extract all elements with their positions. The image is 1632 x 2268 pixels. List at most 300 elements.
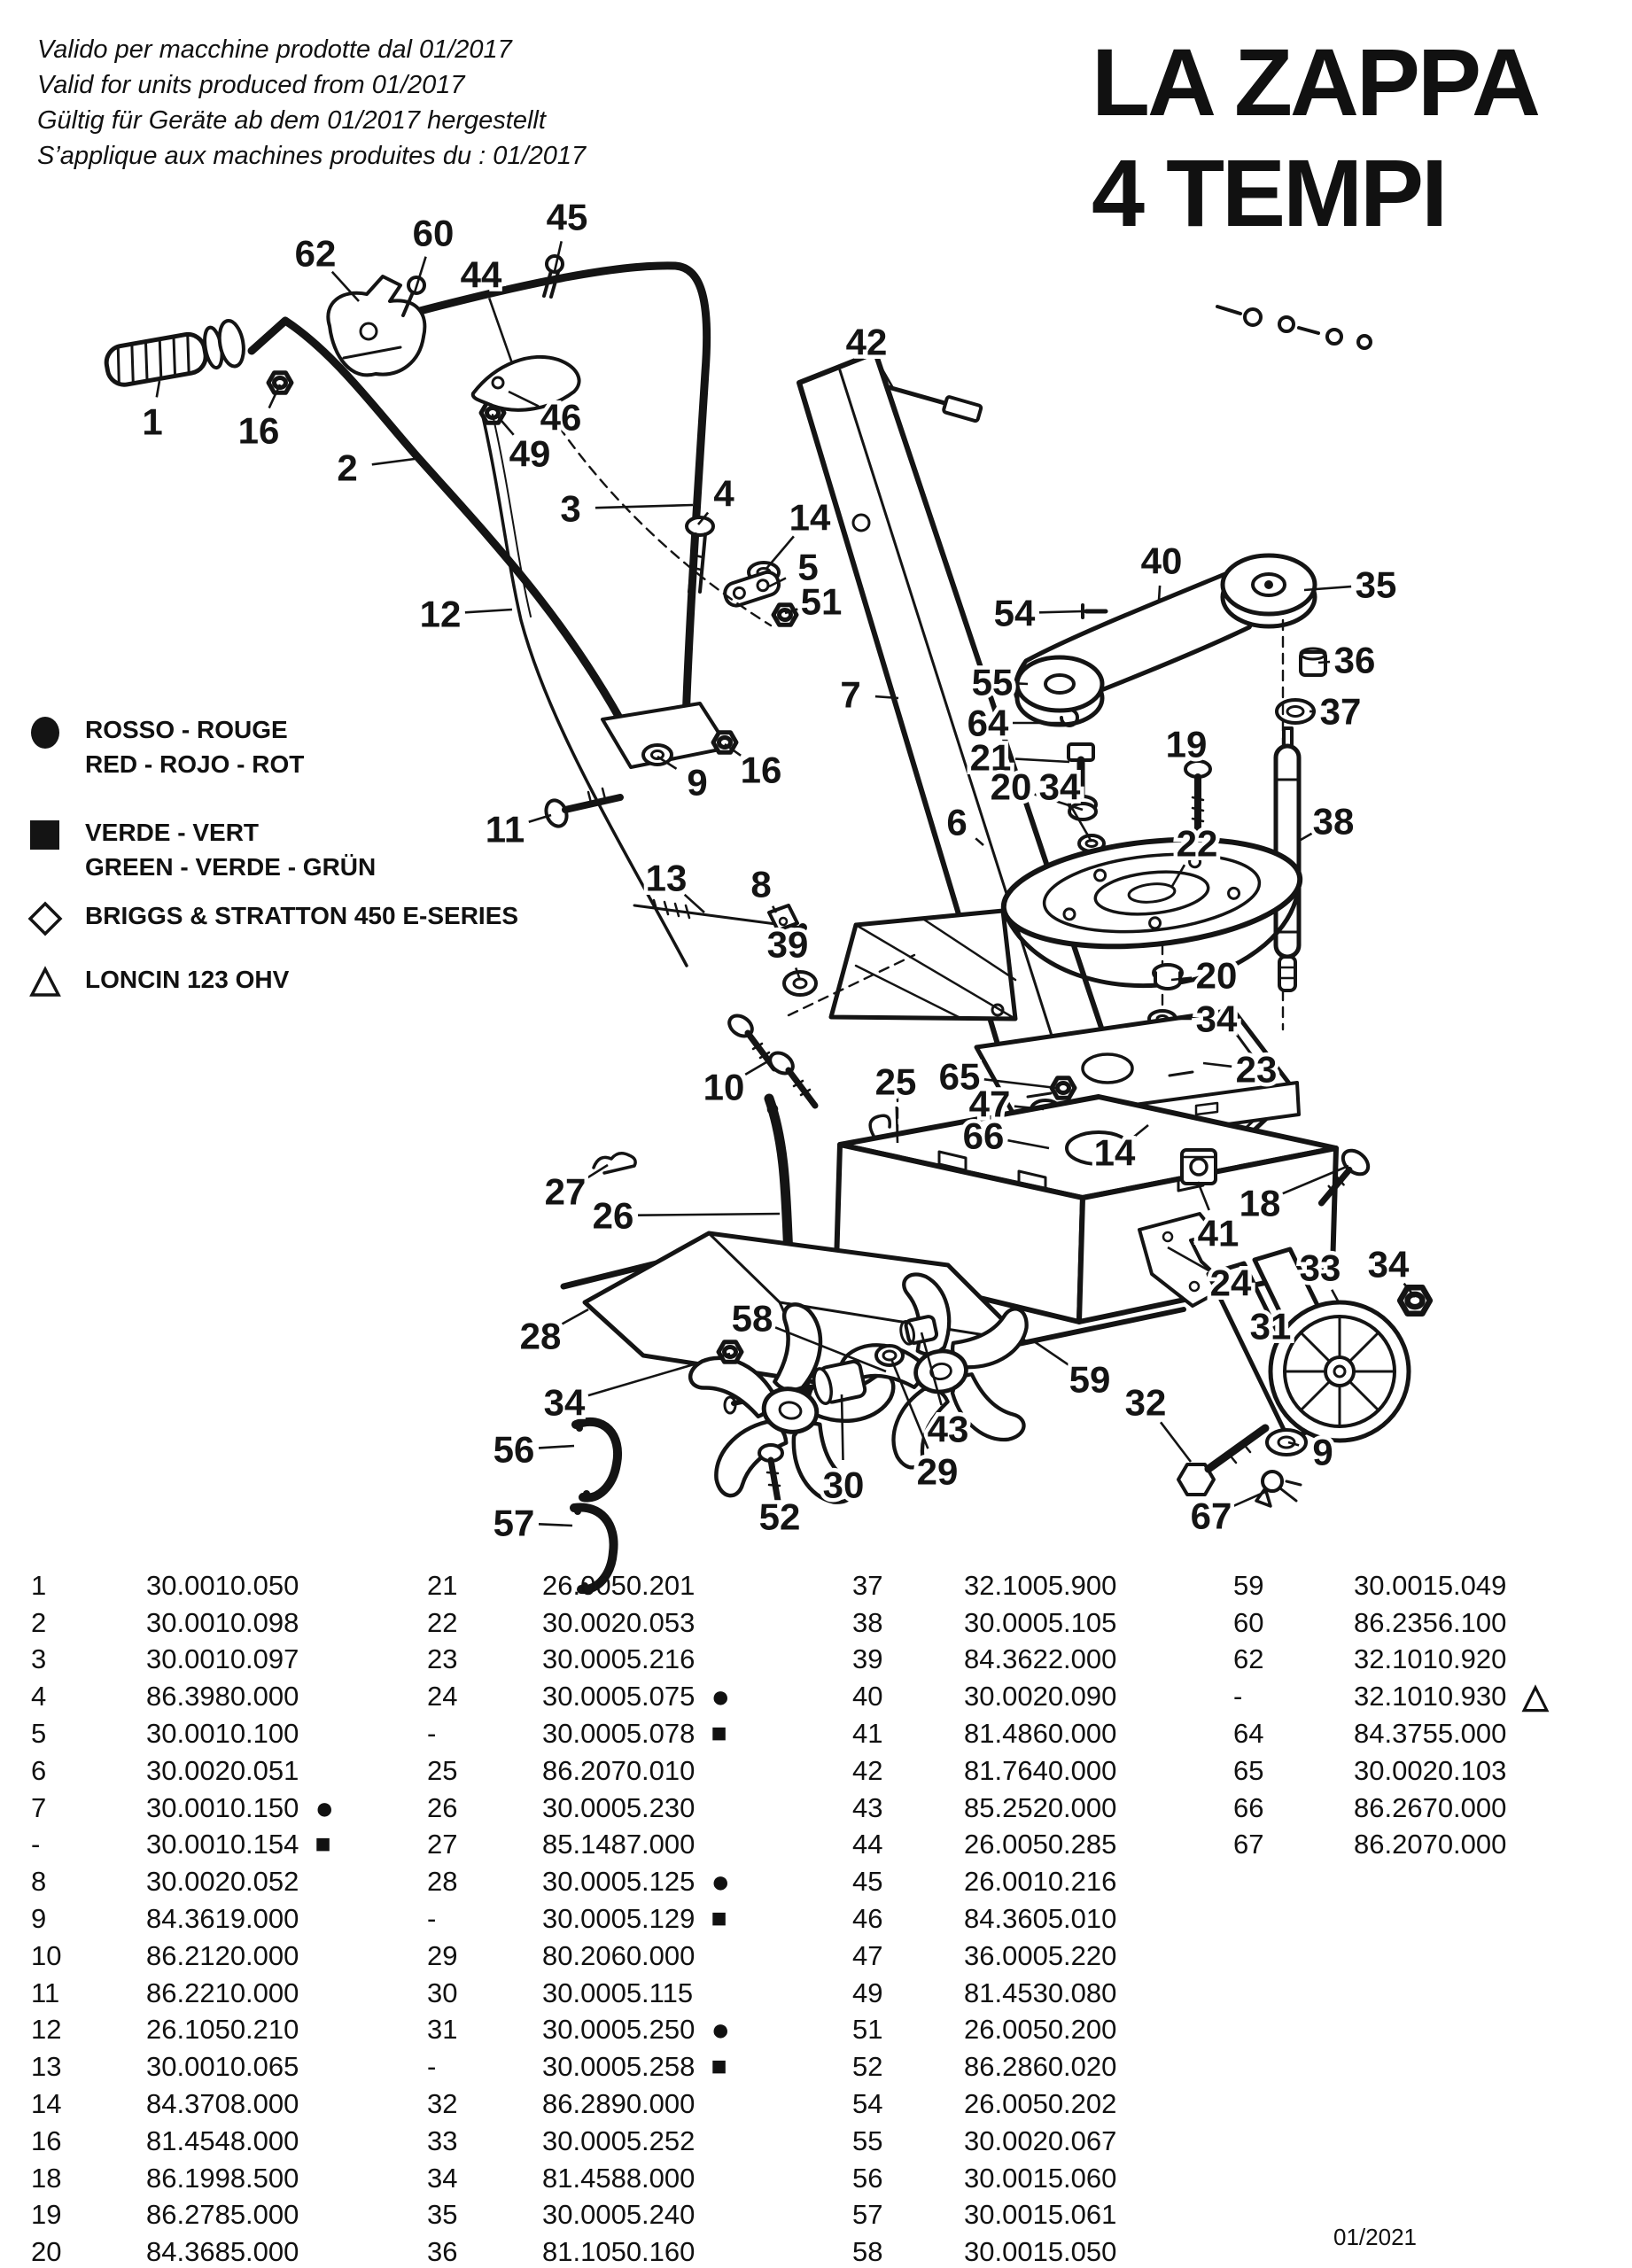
table-row	[1221, 1752, 1549, 1790]
table-row	[415, 1715, 730, 1752]
part-ref: 42	[852, 1754, 883, 1786]
part-callout-37	[1309, 691, 1361, 733]
part-code: 30.0020.103	[1354, 1754, 1507, 1786]
part-ref: 24	[427, 1681, 458, 1713]
validity-line-it: Valido per macchine prodotte dal 01/2017	[37, 35, 512, 64]
part-code: 30.0005.252	[542, 2124, 696, 2156]
table-row	[840, 2012, 1116, 2049]
callout-leader-line	[897, 1107, 898, 1143]
drawing-shape	[1245, 309, 1261, 325]
part-ref: 11	[31, 1977, 60, 2008]
part-code: 86.2785.000	[146, 2199, 299, 2231]
callout-number: 56	[493, 1428, 535, 1471]
part-callout-56	[493, 1429, 574, 1471]
part-ref: 45	[852, 1866, 883, 1898]
part-code: 84.3708.000	[146, 2088, 299, 2120]
table-row	[840, 1604, 1116, 1642]
model-title-line-1: LA ZAPPA	[1092, 28, 1538, 136]
part-code: 32.1010.920	[1354, 1643, 1507, 1675]
callout-number: 22	[1176, 822, 1218, 865]
table-row	[19, 1827, 334, 1864]
table-row	[415, 2160, 730, 2197]
table-row	[415, 2233, 730, 2268]
validity-line-en: Valid for units produced from 01/2017	[37, 71, 465, 99]
part-callout-2	[337, 447, 415, 489]
table-row	[19, 1752, 334, 1790]
table-row	[840, 2085, 1116, 2123]
table-row	[415, 1567, 730, 1604]
drawing-shape	[1182, 1150, 1216, 1184]
callout-number: 26	[592, 1194, 634, 1237]
part-code: 30.0010.097	[146, 1643, 299, 1675]
callout-number: 5	[797, 546, 819, 588]
callout-number: 27	[544, 1170, 587, 1213]
table-row	[415, 1900, 730, 1938]
part-callout-28	[520, 1309, 588, 1357]
table-row	[840, 2233, 1116, 2268]
drawing-shape	[1299, 328, 1318, 333]
part-ref: 2	[31, 1606, 47, 1638]
callout-number: 35	[1355, 563, 1397, 606]
square-mark-icon: ■	[711, 2052, 727, 2082]
table-row	[840, 2123, 1116, 2160]
callout-leader-line	[1015, 759, 1069, 762]
table-row	[415, 1863, 730, 1900]
part-code: 30.0010.098	[146, 1606, 299, 1638]
callout-number: 34	[543, 1381, 586, 1424]
part-callout-12	[420, 594, 512, 635]
part-code: 30.0015.060	[964, 2162, 1117, 2194]
part-ref: 38	[852, 1606, 883, 1638]
part-ref: 21	[427, 1569, 458, 1601]
part-code: 30.0005.078	[542, 1718, 696, 1750]
table-row	[1221, 1827, 1549, 1864]
callout-leader-line	[745, 1060, 771, 1075]
washer-9b	[1267, 1430, 1306, 1455]
drawing-shape	[565, 797, 620, 810]
part-ref: 51	[852, 2014, 883, 2046]
part-ref: 29	[427, 1939, 458, 1971]
table-row	[415, 1642, 730, 1679]
legend-line: ROSSO - ROUGE	[85, 716, 288, 743]
mount-bracket	[831, 911, 1015, 1019]
part-callout-26	[593, 1195, 780, 1237]
legend-line: RED - ROJO - ROT	[85, 750, 305, 778]
drawing-shape	[574, 1508, 581, 1515]
bolt-32	[1178, 1428, 1265, 1495]
table-row	[840, 1567, 1116, 1604]
drawing-shape	[1279, 317, 1294, 331]
bolt-19	[1185, 761, 1210, 829]
callout-number: 9	[687, 761, 708, 804]
bolt-52	[759, 1445, 782, 1501]
revision-date: 01/2021	[1333, 2224, 1417, 2250]
callout-number: 59	[1069, 1358, 1111, 1401]
part-ref: 7	[31, 1791, 47, 1823]
callout-number: 31	[1249, 1305, 1292, 1348]
part-callout-67	[1191, 1492, 1265, 1537]
part-code: 30.0005.216	[542, 1643, 696, 1675]
part-ref: 46	[852, 1903, 883, 1935]
part-ref: 41	[852, 1718, 883, 1750]
parts-table-column-3	[840, 1567, 1116, 2268]
part-ref: 19	[31, 2199, 62, 2231]
part-code: 30.0020.051	[146, 1754, 299, 1786]
table-row	[19, 2085, 334, 2123]
part-ref: 4	[31, 1681, 47, 1713]
part-code: 80.2060.000	[542, 1939, 696, 1971]
part-code: 81.4588.000	[542, 2162, 696, 2194]
part-ref: 60	[1233, 1606, 1264, 1638]
part-ref: 66	[1233, 1791, 1264, 1823]
part-callout-54	[994, 593, 1083, 634]
part-ref: 64	[1233, 1718, 1264, 1750]
callout-leader-line	[842, 1394, 843, 1460]
part-ref: -	[427, 1718, 437, 1750]
callout-leader-line	[563, 1309, 589, 1324]
table-row	[415, 2085, 730, 2123]
circle-mark-icon: ●	[711, 2011, 731, 2048]
part-callout-1	[142, 381, 162, 443]
table-row	[840, 1938, 1116, 1975]
part-code: 81.1050.160	[542, 2236, 696, 2268]
callout-leader-line	[539, 1446, 574, 1448]
transport-wheel-33	[1271, 1302, 1409, 1441]
drawing-shape	[876, 1346, 903, 1365]
part-code: 30.0005.240	[542, 2199, 696, 2231]
nut-34d	[719, 1342, 742, 1363]
drawing-shape	[1264, 580, 1273, 589]
pin-54	[1083, 605, 1106, 617]
drawing-shape	[1325, 1357, 1354, 1386]
table-row	[1221, 1567, 1549, 1604]
drawing-shape	[905, 1316, 937, 1344]
part-ref: 55	[852, 2124, 883, 2156]
table-row	[1221, 1715, 1549, 1752]
callout-number: 45	[546, 196, 588, 238]
callout-number: 37	[1319, 690, 1362, 733]
callout-number: 65	[938, 1055, 981, 1098]
part-ref: 1	[31, 1569, 47, 1601]
cable-clamp-5	[722, 570, 781, 609]
part-ref: -	[1233, 1681, 1243, 1713]
callout-leader-line	[1017, 683, 1028, 684]
part-ref: 3	[31, 1643, 47, 1675]
callout-number: 23	[1235, 1048, 1278, 1091]
table-row	[415, 2012, 730, 2049]
callout-leader-line	[157, 381, 159, 397]
part-ref: 56	[852, 2162, 883, 2194]
part-ref: 59	[1233, 1569, 1264, 1601]
table-row	[1221, 1642, 1549, 1679]
callout-number: 19	[1165, 723, 1208, 765]
part-code: 86.2356.100	[1354, 1606, 1507, 1638]
table-row	[19, 1567, 334, 1604]
legend-line: BRIGGS & STRATTON 450 E-SERIES	[85, 902, 519, 929]
part-code: 84.3622.000	[964, 1643, 1117, 1675]
nut-34c	[1400, 1287, 1430, 1313]
table-row	[840, 1790, 1116, 1827]
table-row	[19, 1642, 334, 1679]
callout-number: 25	[874, 1060, 917, 1103]
part-callout-62	[295, 233, 359, 302]
callout-number: 64	[967, 702, 1009, 744]
part-ref: 62	[1233, 1643, 1264, 1675]
callout-number: 16	[740, 749, 782, 791]
callout-leader-line	[1161, 1422, 1191, 1462]
part-code: 30.0005.115	[542, 1977, 694, 2008]
part-callout-60	[413, 213, 455, 293]
fitting-67	[1256, 1472, 1301, 1506]
nut-16	[268, 373, 291, 393]
callout-number: 34	[1195, 998, 1238, 1040]
part-ref: 32	[427, 2088, 458, 2120]
table-row	[840, 1752, 1116, 1790]
table-row	[415, 2123, 730, 2160]
table-row	[840, 2197, 1116, 2234]
part-ref: 33	[427, 2124, 458, 2156]
table-row	[840, 1900, 1116, 1938]
callout-number: 57	[493, 1502, 535, 1544]
table-row	[840, 1642, 1116, 1679]
callout-number: 20	[1195, 954, 1238, 997]
callout-leader-line	[489, 298, 512, 363]
drawing-shape	[1279, 957, 1295, 990]
callout-number: 39	[766, 923, 809, 966]
drawing-shape	[943, 396, 981, 421]
callout-number: 9	[1312, 1431, 1333, 1473]
table-row	[19, 2233, 334, 2268]
part-ref: 44	[852, 1829, 883, 1860]
table-row	[19, 2123, 334, 2160]
part-code: 32.1005.900	[964, 1569, 1117, 1601]
part-ref: 54	[852, 2088, 883, 2120]
callout-number: 43	[927, 1408, 969, 1450]
part-callout-16	[725, 744, 781, 791]
part-code: 26.1050.210	[146, 2014, 299, 2046]
callout-number: 42	[845, 321, 888, 363]
callout-number: 60	[412, 212, 455, 254]
part-callout-44	[461, 254, 512, 364]
callout-number: 52	[758, 1495, 801, 1538]
parts-table-column-4	[1221, 1567, 1549, 1863]
part-callout-40	[1141, 540, 1183, 602]
circle-mark-icon: ●	[711, 1863, 731, 1900]
drawing-shape	[1017, 657, 1102, 711]
part-code: 26.0050.201	[542, 1569, 696, 1601]
part-ref: 22	[427, 1606, 458, 1638]
table-row	[1221, 1790, 1549, 1827]
part-code: 86.2070.010	[542, 1754, 696, 1786]
part-code: 30.0005.105	[964, 1606, 1117, 1638]
table-row	[840, 1678, 1116, 1715]
drawing-shape	[1217, 307, 1240, 314]
part-callout-11	[486, 809, 551, 850]
part-code: 30.0010.150	[146, 1791, 299, 1823]
table-row	[19, 1900, 334, 1938]
callout-number: 10	[703, 1066, 745, 1108]
drawing-shape	[1284, 728, 1292, 746]
part-ref: 6	[31, 1754, 47, 1786]
part-code: 84.3605.010	[964, 1903, 1117, 1935]
drawing-shape	[1327, 330, 1341, 344]
drawing-shape	[722, 570, 781, 609]
part-ref: 5	[31, 1718, 47, 1750]
callout-number: 67	[1190, 1495, 1232, 1537]
part-ref: 20	[31, 2236, 62, 2268]
part-ref: 16	[31, 2124, 62, 2156]
callout-number: 49	[509, 432, 551, 475]
table-row	[19, 1790, 334, 1827]
part-ref: 43	[852, 1791, 883, 1823]
part-code: 30.0015.050	[964, 2236, 1117, 2268]
callout-leader-line	[1159, 586, 1160, 601]
drawing-shape	[870, 1115, 890, 1136]
part-callout-4	[698, 473, 734, 525]
table-row	[19, 1975, 334, 2012]
parts-table-column-1	[19, 1567, 334, 2268]
table-row	[19, 1678, 334, 1715]
drawing-shape	[789, 1070, 815, 1106]
drawing-shape	[576, 1425, 583, 1432]
callout-leader-line	[465, 610, 512, 612]
callout-number: 47	[968, 1083, 1011, 1125]
circle-mark-icon: ●	[711, 1678, 731, 1715]
blade-56	[576, 1422, 618, 1498]
callout-number: 51	[800, 580, 843, 623]
part-callout-34	[1368, 1244, 1415, 1298]
callout-leader-line	[539, 1524, 572, 1526]
part-code: 86.2070.000	[1354, 1829, 1507, 1860]
part-ref: 28	[427, 1866, 458, 1898]
part-ref: 9	[31, 1903, 47, 1935]
square-mark-icon: ■	[711, 1904, 727, 1934]
nut-51	[773, 605, 797, 625]
part-callout-31	[1250, 1306, 1292, 1348]
drawing-shape	[583, 1490, 590, 1497]
callout-leader-line	[595, 505, 693, 508]
part-code: 84.3619.000	[146, 1903, 299, 1935]
ring-29	[876, 1346, 903, 1365]
part-code: 30.0015.049	[1354, 1569, 1507, 1601]
drawing-shape	[687, 517, 713, 535]
callout-number: 6	[946, 801, 968, 843]
callout-number: 40	[1140, 540, 1183, 582]
part-ref: 58	[852, 2236, 883, 2268]
table-row	[19, 1604, 334, 1642]
callout-number: 21	[969, 736, 1012, 779]
table-row	[840, 2160, 1116, 2197]
drawing-shape	[1267, 1430, 1306, 1455]
table-row	[415, 1975, 730, 2012]
callout-number: 16	[237, 409, 280, 452]
callout-number: 33	[1299, 1247, 1341, 1289]
part-code: 86.1998.500	[146, 2162, 299, 2194]
table-row	[1221, 1604, 1549, 1642]
part-ref: 30	[427, 1977, 458, 2008]
part-ref: 39	[852, 1643, 883, 1675]
part-ref: 34	[427, 2162, 458, 2194]
square-mark-icon: ■	[711, 1719, 727, 1749]
callout-number: 8	[750, 863, 772, 905]
callout-number: 62	[294, 232, 337, 275]
callout-number: 46	[540, 396, 582, 439]
table-row	[19, 1938, 334, 1975]
callout-number: 2	[337, 447, 358, 489]
table-row	[415, 2048, 730, 2085]
callout-number: 12	[419, 593, 462, 635]
triangle-mark-icon: △	[1522, 1678, 1549, 1716]
part-ref: 18	[31, 2162, 62, 2194]
part-code: 30.0010.065	[146, 2051, 299, 2083]
part-code: 30.0005.129	[542, 1903, 696, 1935]
callout-number: 7	[840, 673, 861, 716]
part-ref: 23	[427, 1643, 458, 1675]
washer-39	[784, 972, 816, 995]
part-code: 85.2520.000	[964, 1791, 1117, 1823]
callout-number: 29	[916, 1450, 959, 1493]
part-ref: -	[31, 1829, 41, 1860]
part-code: 30.0010.154	[146, 1829, 299, 1860]
part-callout-52	[759, 1464, 801, 1538]
callout-number: 54	[993, 592, 1036, 634]
callout-number: 20	[990, 765, 1032, 808]
part-code: 30.0020.090	[964, 1681, 1117, 1713]
part-code: 86.2670.000	[1354, 1791, 1507, 1823]
square-mark-icon: ■	[315, 1829, 331, 1860]
part-code: 30.0020.067	[964, 2124, 1117, 2156]
nut-20b	[1154, 965, 1182, 989]
table-row	[19, 2160, 334, 2197]
table-row	[415, 1752, 730, 1790]
table-row	[415, 1604, 730, 1642]
part-code: 86.2210.000	[146, 1977, 299, 2008]
part-code: 84.3685.000	[146, 2236, 299, 2268]
part-code: 30.0015.061	[964, 2199, 1117, 2231]
part-ref: 13	[31, 2051, 62, 2083]
callout-number: 18	[1239, 1182, 1281, 1224]
part-callout-10	[703, 1060, 771, 1108]
part-ref: 65	[1233, 1754, 1264, 1786]
callout-number: 34	[1367, 1243, 1410, 1285]
part-code: 30.0005.250	[542, 2014, 696, 2046]
drawing-shape	[1155, 973, 1180, 989]
part-code: 26.0050.285	[964, 1829, 1117, 1860]
callout-leader-line	[1039, 611, 1083, 612]
part-code: 86.2860.020	[964, 2051, 1117, 2083]
callout-number: 3	[560, 487, 581, 530]
part-code: 30.0020.052	[146, 1866, 299, 1898]
table-row	[19, 1715, 334, 1752]
part-callout-8	[750, 864, 776, 913]
table-row	[19, 2197, 334, 2234]
drawing-shape	[1276, 746, 1299, 957]
part-callout-38	[1301, 801, 1354, 843]
part-code: 36.0005.220	[964, 1939, 1117, 1971]
part-ref: 52	[852, 2051, 883, 2083]
u-clip-41	[1182, 1150, 1216, 1184]
callout-number: 13	[645, 857, 688, 899]
callout-number: 55	[971, 661, 1014, 703]
part-code: 81.4548.000	[146, 2124, 299, 2156]
drawing-shape	[943, 396, 981, 421]
legend-line: GREEN - VERDE - GRÜN	[85, 853, 377, 881]
part-code: 85.1487.000	[542, 1829, 696, 1860]
handle-grip	[103, 319, 247, 388]
part-callout-32	[1125, 1382, 1191, 1463]
part-ref: 36	[427, 2236, 458, 2268]
part-ref: 49	[852, 1977, 883, 2008]
